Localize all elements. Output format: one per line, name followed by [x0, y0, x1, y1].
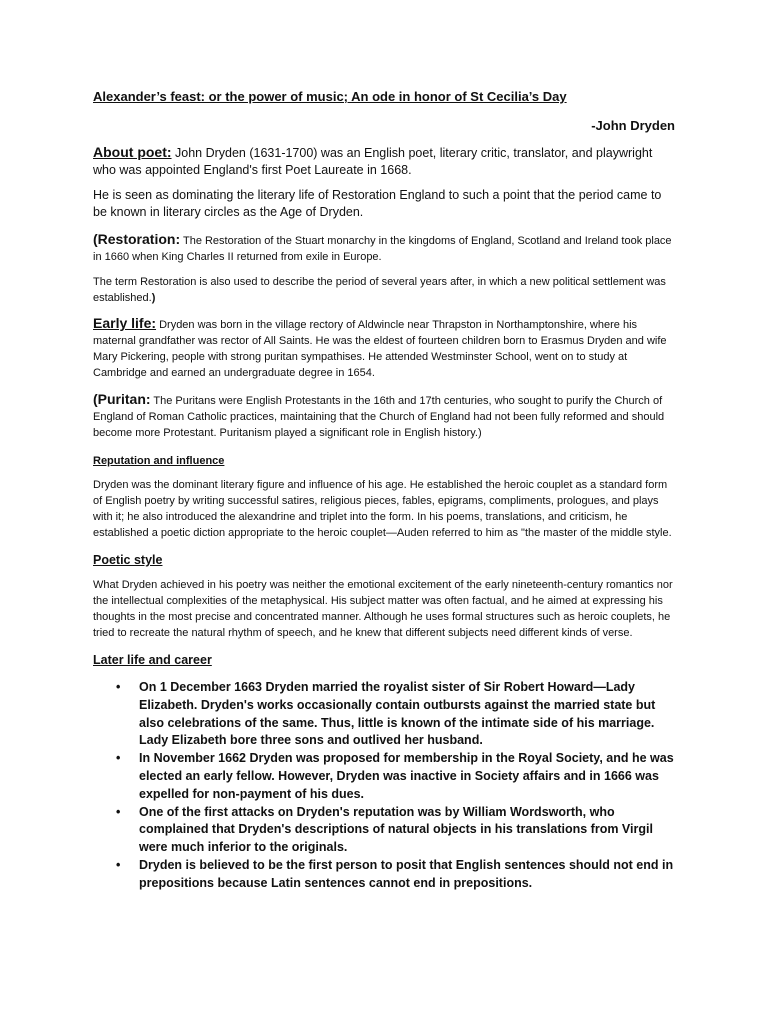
- puritan-lead: (Puritan:: [93, 391, 151, 407]
- restoration-term-paragraph: [93, 274, 675, 306]
- document-title: Alexander’s feast: or the power of music; An ode in honor of St Cecilia’s Day: [93, 89, 567, 104]
- restoration-term-text: The term Restoration is also used to describe the period of several years after, in which a new political settlement was established.: [93, 276, 666, 304]
- author-line: -John Dryden: [591, 118, 675, 133]
- restoration-lead: (Restoration:: [93, 231, 181, 247]
- list-item: • Dryden is believed to be the first person to posit that English sentences should not end in prepositions because Latin sentences cannot end in prepositions.: [139, 857, 675, 893]
- puritan-text: The Puritans were English Protestants in the 16th and 17th centuries, who sought to purify the Church of England of Roman Catholic practices, maintaining that the Church of England had not been fully reformed and should become more Protestant. Puritanism played a significant role in English history.): [93, 395, 665, 439]
- list-item: • One of the first attacks on Dryden's reputation was by William Wordsworth, who complained that Dryden's descriptions of natural objects in his translations from Virgil were much inferior to the originals.: [139, 804, 675, 857]
- about-poet-paragraph: [93, 144, 675, 179]
- about-poet-text: John Dryden (1631-1700) was an English poet, literary critic, translator, and playwright who was appointed England's first Poet Laureate in 1668.: [93, 146, 653, 177]
- about-poet-lead: About poet:: [93, 144, 172, 160]
- early-life-text: Dryden was born in the village rectory of Aldwincle near Thrapston in Northamptonshire, where his maternal grandfather was rector of All Saints. He was the eldest of fourteen children born to Erasmus Dryden and wife Mary Pickering, people with strong puritan sympathises. He attended Westminster School, went on to study at Cambridge and earned an undergraduate degree in 1654.: [93, 319, 667, 379]
- reputation-paragraph: Dryden was the dominant literary figure and influence of his age. He established the heroic couplet as a standard form of English poetry by writing successful satires, religious pieces, fables, epigrams, compliments, prologues, and plays with it; he also introduced the alexandrine and triplet into the form. In his poems, translations, and criticism, he established a poetic diction appropriate to the heroic couplet—Auden referred to him as "the master of the middle style.: [93, 479, 672, 539]
- document-page: [93, 88, 675, 893]
- early-life-paragraph: [93, 315, 675, 381]
- early-life-lead: Early life:: [93, 315, 157, 331]
- poetic-style-heading: Poetic style: [93, 553, 163, 567]
- reputation-heading: Reputation and influence: [93, 455, 225, 467]
- poetic-style-paragraph: What Dryden achieved in his poetry was neither the emotional excitement of the early nineteenth-century romantics nor the intellectual complexities of the metaphysical. His subject matter was often factual, and he aimed at expressing his thoughts in the most precise and concentrated manner. Although he uses formal structures such as heroic couplets, he tried to recreate the natural rhythm of speech, and he knew that different subjects need different kinds of verse.: [93, 579, 673, 639]
- list-item: • On 1 December 1663 Dryden married the royalist sister of Sir Robert Howard—Lady Elizabeth. Dryden's works occasionally contain outbursts against the married state but also celebrations of the same. Thus, little is known of the intimate side of his marriage. Lady Elizabeth bore three sons and outlived her husband.: [139, 679, 675, 750]
- later-life-list: [93, 679, 675, 893]
- restoration-text: The Restoration of the Stuart monarchy in the kingdoms of England, Scotland and Ireland took place in 1660 when King Charles II returned from exile in Europe.: [93, 235, 672, 263]
- restoration-paragraph: [93, 231, 675, 265]
- list-item: • In November 1662 Dryden was proposed for membership in the Royal Society, and he was elected an early fellow. However, Dryden was inactive in Society affairs and in 1666 was expelled for non-payment of his dues.: [139, 750, 675, 803]
- dominating-paragraph: He is seen as dominating the literary life of Restoration England to such a point that the period came to be known in literary circles as the Age of Dryden.: [93, 188, 662, 219]
- later-life-heading: Later life and career: [93, 653, 212, 667]
- restoration-close-paren: ): [151, 292, 156, 304]
- puritan-paragraph: [93, 391, 675, 441]
